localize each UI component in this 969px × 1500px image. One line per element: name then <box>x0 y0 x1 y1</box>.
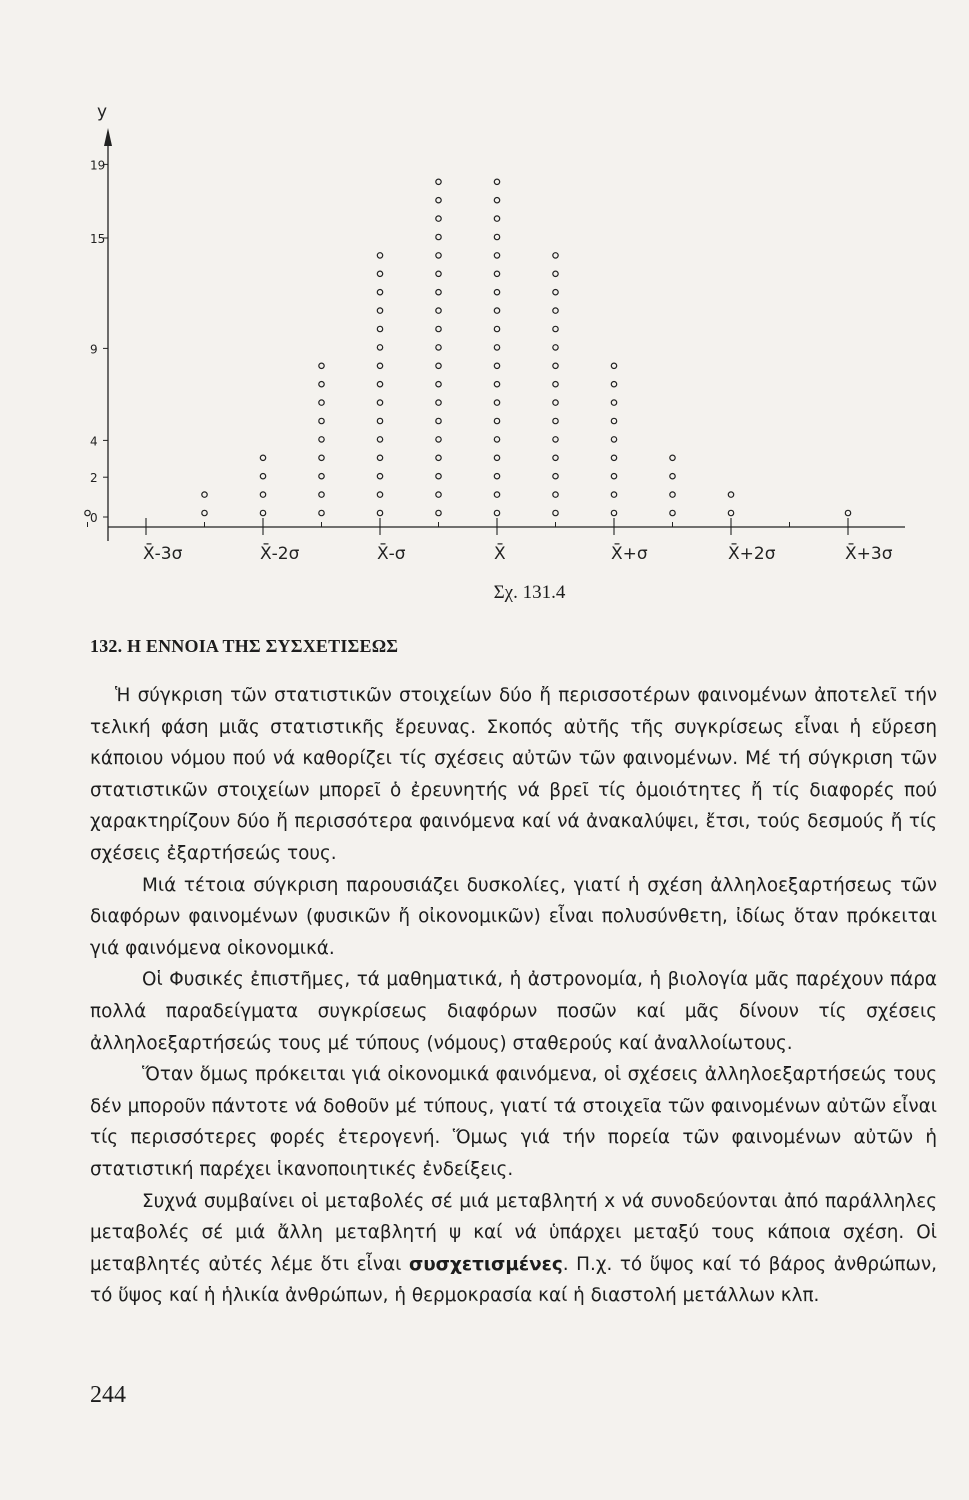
chart-dot <box>377 326 382 331</box>
chart-dot <box>377 271 382 276</box>
chart-dot <box>377 253 382 258</box>
chart-dot <box>260 474 265 479</box>
chart-dot <box>553 290 558 295</box>
chart-dot <box>670 492 675 497</box>
chart-dot <box>319 492 324 497</box>
chart-dot <box>494 234 499 239</box>
chart-dot <box>670 455 675 460</box>
chart-dot <box>494 400 499 405</box>
chart-dot <box>436 290 441 295</box>
chart-dot <box>494 437 499 442</box>
chart-dot <box>553 492 558 497</box>
x-tick-label: X̄ <box>494 544 506 564</box>
chart-dot <box>553 253 558 258</box>
chart-dot <box>611 382 616 387</box>
chart-dot <box>436 326 441 331</box>
chart-dot <box>377 492 382 497</box>
chart-dot <box>611 400 616 405</box>
chart-dot <box>611 474 616 479</box>
chart-dot <box>436 216 441 221</box>
chart-dot <box>494 455 499 460</box>
chart-dot <box>377 382 382 387</box>
chart-dot <box>553 400 558 405</box>
term-correlated: συσχετισμένες <box>408 1253 563 1275</box>
chart-dot <box>377 510 382 515</box>
chart-dot <box>494 253 499 258</box>
chart-dot <box>436 382 441 387</box>
chart-dot <box>377 474 382 479</box>
chart-dot <box>494 492 499 497</box>
chart-dot <box>319 437 324 442</box>
chart-dot <box>494 326 499 331</box>
chart-dot <box>260 510 265 515</box>
chart-dot <box>553 474 558 479</box>
paragraph-5 <box>90 1186 937 1312</box>
chart-dot <box>436 271 441 276</box>
chart-dot <box>377 308 382 313</box>
figure-caption: Σχ. 131.4 <box>493 582 566 603</box>
chart-dot <box>319 363 324 368</box>
y-axis-title: y <box>97 102 108 122</box>
chart-dot <box>436 455 441 460</box>
chart-dot <box>436 253 441 258</box>
chart-dot <box>319 474 324 479</box>
x-tick-label: X̄+2σ <box>728 544 776 564</box>
y-tick-labels <box>90 158 108 525</box>
chart-dot <box>260 455 265 460</box>
paragraph-4: Ὅταν ὅμως πρόκειται γιά οἰκονομικά φαινόμενα, οἱ σχέσεις ἀλληλοεξαρτήσεώς τους δέν μποροῦν πάντοτε νά δοθοῦν μέ τύπους, γιατί τά στοιχεῖα τῶν φαινομένων αὐτῶν εἶναι τίς περισσότερες φορές ἑτερογενή. Ὅμως γιά τήν πορεία τῶν φαινομένων αὐτῶν ἡ στατιστική παρέχει ἱκανοποιητικές ἐνδείξεις. <box>90 1064 937 1180</box>
chart-dot <box>436 474 441 479</box>
chart-dot <box>670 474 675 479</box>
chart-dot <box>436 363 441 368</box>
chart-axes <box>97 102 905 541</box>
y-axis-arrow <box>104 128 112 146</box>
chart-dot <box>436 492 441 497</box>
chart-dot <box>319 455 324 460</box>
chart-dot <box>553 510 558 515</box>
chart-dot <box>377 363 382 368</box>
chart-dot <box>611 363 616 368</box>
page-number: 244 <box>90 1382 126 1408</box>
chart-dot <box>553 382 558 387</box>
paragraph-1: Ἡ σύγκριση τῶν στατιστικῶν στοιχείων δύο ἤ περισσοτέρων φαινομένων ἀποτελεῖ τήν τελική φάση μιᾶς στατιστικῆς ἔρευνας. Σκοπός αὐτῆς τῆς συγκρίσεως εἶναι ἡ εὕρεση κάποιου νόμου πού νά καθορίζει τίς σχέσεις αὐτῶν τῶν φαινομένων. Μέ τή σύγκριση τῶν στατιστικῶν στοιχείων μπορεῖ ὁ ἐρευνητής νά βρεῖ τίς ὁμοιότητες ἤ τίς διαφορές πού χαρακτηρίζουν δύο ἤ περισσότερα φαινόμενα καί νά ἀνακαλύψει, ἔτσι, τούς δεσμούς ἤ τίς σχέσεις ἐξαρτήσεώς τους. <box>90 685 937 864</box>
x-tick-label: X̄+σ <box>611 544 648 564</box>
chart-dot <box>494 216 499 221</box>
chart-dot <box>436 308 441 313</box>
x-tick-label: X̄-3σ <box>143 544 183 564</box>
chart-dot <box>494 418 499 423</box>
paragraph-5-start: Συχνά συμβαίνει οἱ μεταβολές σέ μιά μεταβλητή x νά συνοδεύονται ἀπό παράλληλες μεταβολές σέ μιά ἄλλη μεταβλητή ψ καί νά ὑπάρχει μεταξύ τους κάποια σχέση. Οἱ μεταβλητές αὐτές λέμε ὅτι εἶναι <box>90 1190 937 1275</box>
chart-dot <box>553 308 558 313</box>
chart-dot <box>553 345 558 350</box>
chart-dot <box>436 198 441 203</box>
chart-dot <box>377 345 382 350</box>
chart-dot <box>436 418 441 423</box>
chart-dot <box>611 510 616 515</box>
dot-distribution-chart <box>0 0 969 580</box>
chart-dot <box>436 437 441 442</box>
chart-dot <box>436 345 441 350</box>
chart-dot <box>611 437 616 442</box>
chart-dot <box>377 437 382 442</box>
chart-dot <box>553 326 558 331</box>
chart-dot <box>494 474 499 479</box>
paragraph-2: Μιά τέτοια σύγκριση παρουσιάζει δυσκολίες, γιατί ἡ σχέση ἀλληλοεξαρτήσεως τῶν διαφόρων φαινομένων (φυσικῶν ἤ οἰκονομικῶν) εἶναι πολυσύνθετη, ἰδίως ὅταν πρόκειται γιά φαινόμενα οἰκονομικά. <box>90 874 937 959</box>
chart-dot <box>553 363 558 368</box>
x-tick-label: X̄-2σ <box>260 544 300 564</box>
chart-dot <box>494 179 499 184</box>
chart-dot <box>611 492 616 497</box>
x-tick-labels <box>88 518 893 564</box>
chart-dot <box>377 418 382 423</box>
chart-dot <box>494 382 499 387</box>
x-tick-label: X̄-σ <box>377 544 406 564</box>
paragraph-5-end: . Π.χ. τό ὕψος καί τό βάρος ἀνθρώπων, τό ὕψος καί ἡ ἡλικία ἀνθρώπων, ἡ θερμοκρασία καί ἡ διαστολή μετάλλων κλπ. <box>90 1253 938 1307</box>
chart-dot <box>553 437 558 442</box>
chart-dot <box>494 290 499 295</box>
chart-dot <box>553 455 558 460</box>
chart-dot <box>319 382 324 387</box>
chart-dot <box>436 510 441 515</box>
chart-dot <box>377 400 382 405</box>
y-tick-label: 0 <box>90 511 98 525</box>
chart-dot <box>728 510 733 515</box>
x-tick-label: X̄+3σ <box>845 544 893 564</box>
chart-dot <box>436 179 441 184</box>
chart-dot <box>319 510 324 515</box>
chart-dot <box>553 418 558 423</box>
chart-dot <box>260 492 265 497</box>
chart-dot <box>494 363 499 368</box>
chart-dot <box>670 510 675 515</box>
y-tick-label: 4 <box>90 434 98 449</box>
chart-dot <box>845 510 850 515</box>
chart-dot <box>494 308 499 313</box>
y-tick-label: 9 <box>90 342 98 357</box>
chart-dot <box>436 234 441 239</box>
chart-dot <box>494 345 499 350</box>
chart-dot <box>553 271 558 276</box>
chart-dot <box>494 510 499 515</box>
y-tick-label: 15 <box>90 232 106 246</box>
chart-dot <box>611 418 616 423</box>
paragraph-3: Οἱ Φυσικές ἐπιστῆμες, τά μαθηματικά, ἡ ἀστρονομία, ἡ βιολογία μᾶς παρέχουν πάρα πολλά παραδείγματα συγκρίσεως διαφόρων ποσῶν καί μᾶς δίνουν τίς σχέσεις ἀλληλοεξαρτήσεώς τους μέ τύπους (νόμους) σταθερούς καί ἀναλλοίωτους. <box>90 969 937 1054</box>
chart-dot <box>494 198 499 203</box>
section-body <box>90 680 937 1312</box>
chart-dot <box>202 492 207 497</box>
y-tick-label: 2 <box>90 471 98 486</box>
chart-dot <box>319 400 324 405</box>
chart-dots <box>85 179 851 516</box>
chart-dot <box>494 271 499 276</box>
chart-dot <box>377 455 382 460</box>
chart-dot <box>319 418 324 423</box>
y-tick-label: 19 <box>90 158 106 173</box>
chart-dot <box>202 510 207 515</box>
chart-dot <box>728 492 733 497</box>
chart-dot <box>436 400 441 405</box>
chart-dot <box>611 455 616 460</box>
section-heading: 132. Η ΕΝΝΟΙΑ ΤΗΣ ΣΥΣΧΕΤΙΣΕΩΣ <box>90 636 399 656</box>
chart-dot <box>377 290 382 295</box>
